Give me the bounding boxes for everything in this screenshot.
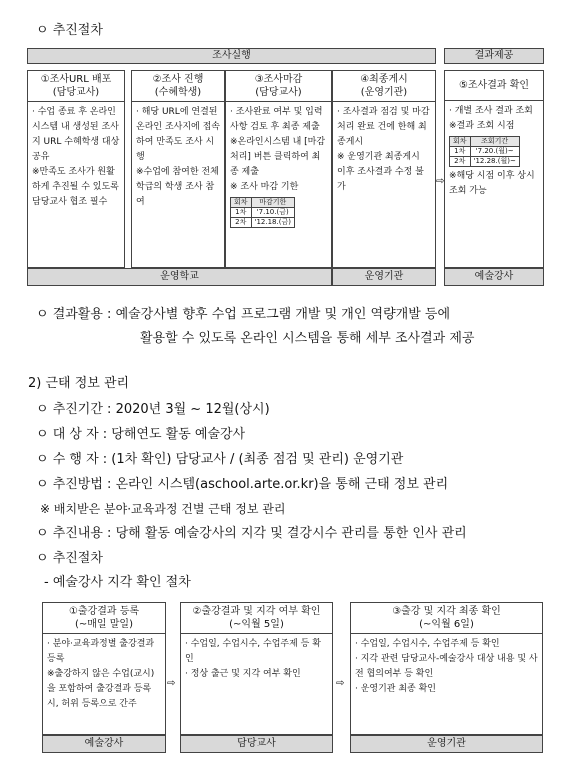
table-cell: '7.20.(월)~: [470, 147, 519, 157]
step-note: ※만족도 조사가 원활하게 추진될 수 있도록 담당교사 협조 필수: [32, 167, 119, 207]
footer-teacher: 담당교사: [180, 735, 333, 753]
step-deadline: (~매일 말일): [74, 619, 133, 630]
step-text: · 지각 관련 담당교사-예술강사 대상 내용 및 사전 협의여부 등 확인: [355, 654, 538, 679]
period-line: ㅇ 추진기간 : 2020년 3월 ~ 12월(상시): [36, 402, 270, 417]
step-note: ※출강하지 않은 수업(교시)을 포함하여 출강결과 등록 시, 허위 등록으로 간주: [47, 669, 155, 709]
footer-operating-agency: 운영기관: [350, 735, 543, 753]
step-actor: (수혜학생): [154, 87, 202, 98]
footer-operating-school: 운영학교: [27, 268, 332, 286]
step-text: · 수업일, 수업시수, 수업주제 등 확인: [355, 639, 500, 649]
procedure-line: ㅇ 추진절차: [36, 551, 103, 566]
step-text: · 조사결과 점검 및 마감처리 완료 건에 한해 최종게시: [337, 107, 430, 147]
step-text: · 수업일, 수업시수, 수업주제 등 확인: [185, 639, 321, 664]
table-header: 마감기한: [251, 198, 294, 208]
arrow-right-icon: ⇨: [167, 678, 176, 689]
method-line: ㅇ 추진방법 : 온라인 시스템(aschool.arte.or.kr)을 통해 근태 정보 관리: [36, 477, 449, 492]
table-cell: 2차: [450, 157, 471, 167]
step-text: · 운영기관 최종 확인: [355, 684, 436, 694]
table-cell: 2차: [231, 218, 252, 228]
step-title: ⑤조사결과 확인: [458, 80, 530, 91]
step-text: · 조사완료 여부 및 입력사항 검토 후 최종 제출: [230, 107, 323, 132]
step-title: ①조사URL 배포: [40, 74, 112, 85]
step-final-posting: [332, 70, 436, 268]
step-text: · 분야·교육과정별 출강결과 등록: [47, 639, 155, 664]
method-note: ※ 배치받은 분야·교육과정 건별 근태 정보 관리: [40, 502, 286, 516]
table-header: 회차: [450, 137, 471, 147]
section2-title: 2) 근태 정보 관리: [28, 376, 130, 391]
step-attendance-registration: [42, 602, 166, 735]
step-title: ②조사 진행: [152, 74, 204, 85]
step-text: · 정상 출근 및 지각 여부 확인: [185, 669, 301, 679]
footer-art-instructor: 예술강사: [444, 268, 544, 286]
result-usage-line-1: ㅇ 결과활용 : 예술강사별 향후 수업 프로그램 개발 및 개인 역량개발 등에: [36, 307, 451, 322]
step-survey-closing: [225, 70, 332, 268]
table-cell: '12.28.(월)~: [470, 157, 519, 167]
step-note: ※ 조사 마감 기한: [230, 182, 299, 192]
step-survey-progress: [131, 70, 225, 268]
table-cell: '7.10.(금): [251, 208, 294, 218]
table-cell: 1차: [450, 147, 471, 157]
performer-line: ㅇ 수 행 자 : (1차 확인) 담당교사 / (최종 점검 및 관리) 운영기관: [36, 452, 404, 467]
header-result-provision: 결과제공: [444, 48, 544, 64]
header-survey-execution: 조사실행: [27, 48, 436, 64]
section-title-procedure: ㅇ 추진절차: [36, 23, 103, 38]
table-cell: '12.18.(금): [251, 218, 294, 228]
step-note: ※수업에 참여한 전체 학급의 학생 조사 참여: [136, 167, 219, 207]
step-note: ※온라인시스템 내 [마감처리] 버튼 클릭하여 최종 제출: [230, 137, 326, 177]
step-text: · 개별 조사 결과 조회: [449, 106, 533, 116]
step-attendance-check: [180, 602, 333, 735]
step-result-check: [444, 70, 544, 268]
step-title: ①출강결과 등록: [68, 606, 140, 617]
step-note: ※해당 시점 이후 상시 조회 가능: [449, 171, 535, 196]
deadline-table: [230, 197, 295, 228]
lateness-procedure-line: - 예술강사 지각 확인 절차: [44, 575, 191, 590]
step-note: ※결과 조회 시점: [449, 121, 515, 131]
table-header: 회차: [231, 198, 252, 208]
step-deadline: (~익월 5일): [229, 619, 284, 630]
footer-art-instructor: 예술강사: [42, 735, 166, 753]
step-url-distribution: [27, 70, 125, 268]
content-line: ㅇ 추진내용 : 당해 활동 예술강사의 지각 및 결강시수 관리를 통한 인사 관리: [36, 526, 467, 541]
arrow-right-icon: ⇨: [336, 678, 345, 689]
result-period-table: [449, 136, 520, 167]
target-line: ㅇ 대 상 자 : 당해연도 활동 예술강사: [36, 427, 246, 442]
table-header: 조회기간: [470, 137, 519, 147]
step-title: ④최종게시: [360, 74, 408, 85]
step-note: ※ 운영기관 최종게시 이후 조사결과 수정 불가: [337, 152, 424, 192]
arrow-right-icon: ⇨: [436, 176, 445, 187]
step-text: · 수업 종료 후 온라인시스템 내 생성된 조사지 URL 수혜학생 대상 공유: [32, 107, 120, 162]
step-title: ②출강결과 및 지각 여부 확인: [192, 606, 321, 617]
table-cell: 1차: [231, 208, 252, 218]
result-usage-line-2: 활용할 수 있도록 온라인 시스템을 통해 세부 조사결과 제공: [140, 331, 475, 346]
footer-operating-agency: 운영기관: [332, 268, 436, 286]
step-actor: (담당교사): [255, 87, 302, 98]
step-final-confirmation: [350, 602, 543, 735]
step-text: · 해당 URL에 연결된 온라인 조사지에 접속하여 만족도 조사 시행: [136, 107, 220, 162]
step-actor: (운영기관): [360, 87, 408, 98]
step-actor: (담당교사): [52, 87, 100, 98]
step-title: ③출강 및 지각 최종 확인: [392, 606, 501, 617]
step-title: ③조사마감: [254, 74, 303, 85]
step-deadline: (~익월 6일): [419, 619, 474, 630]
